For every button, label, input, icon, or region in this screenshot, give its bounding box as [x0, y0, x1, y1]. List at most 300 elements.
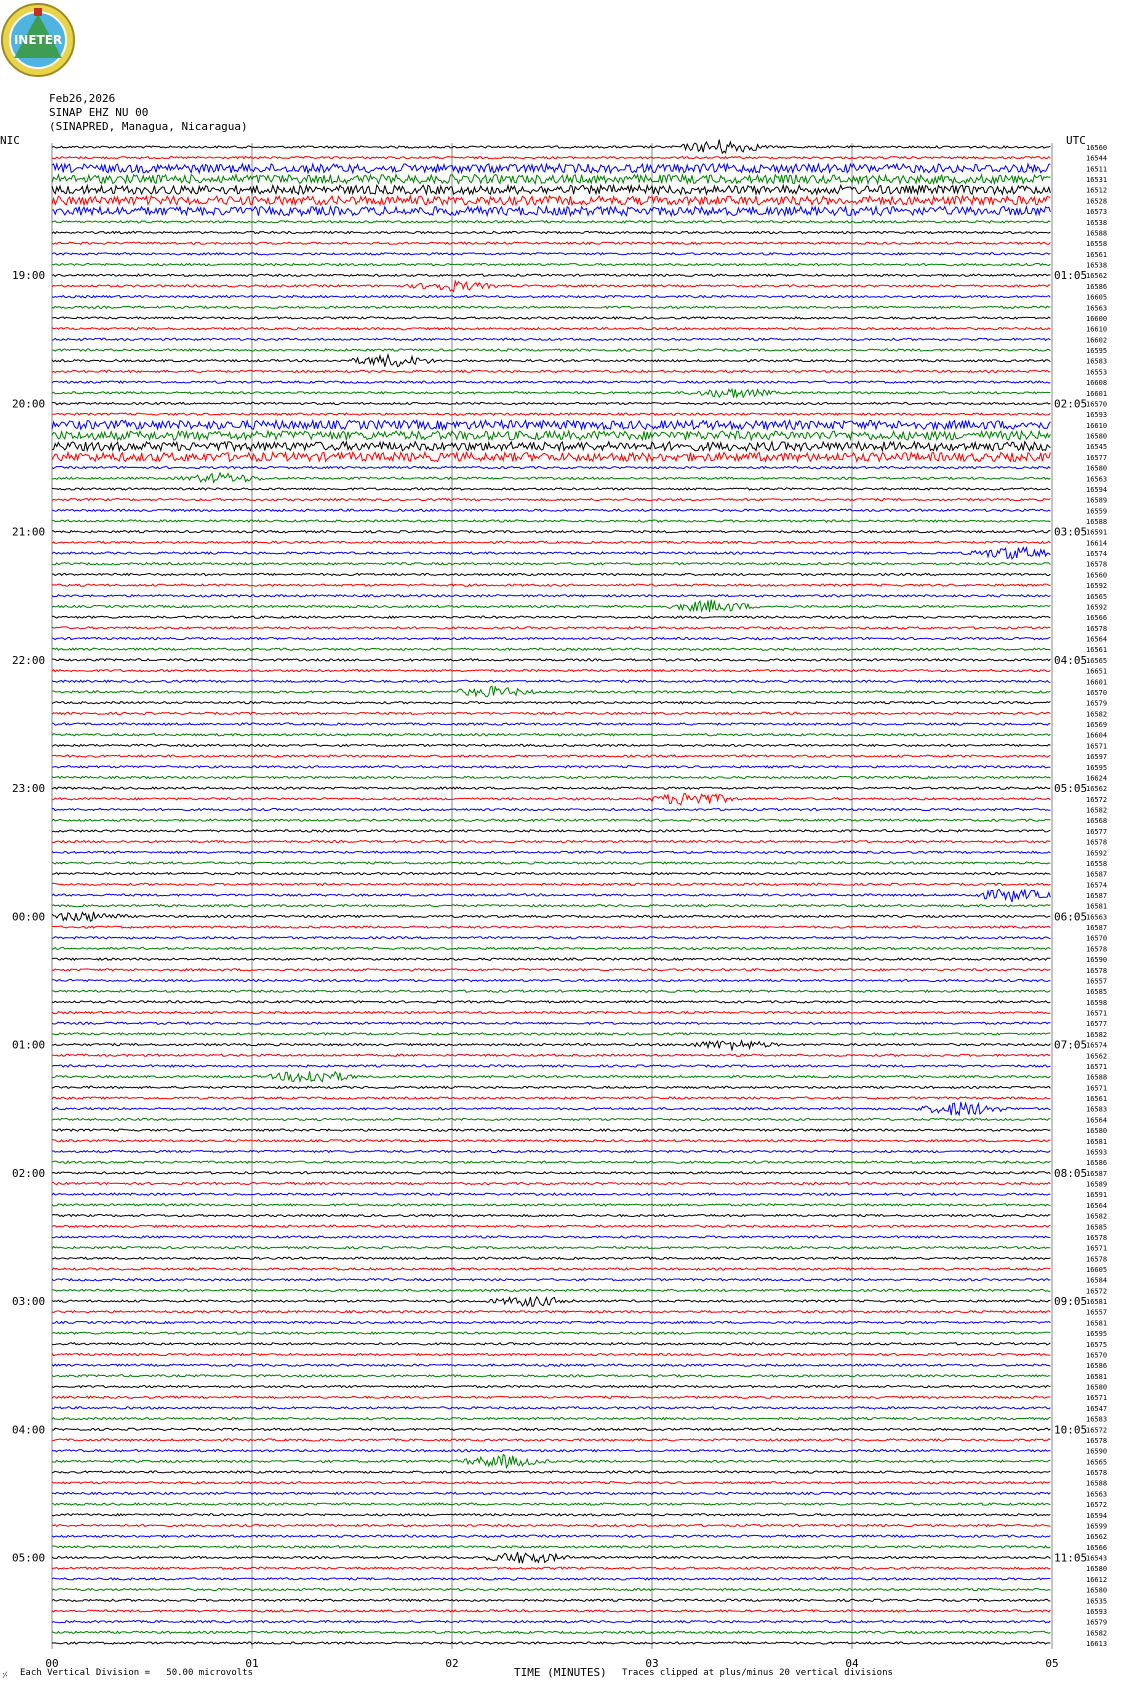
seismic-trace: [52, 242, 1050, 244]
left-hour-label: 00:00: [12, 910, 46, 924]
trace-count-label: 16511: [1086, 165, 1108, 174]
right-hour-label: 10:05: [1054, 1423, 1088, 1437]
trace-count-label: 16595: [1086, 347, 1108, 356]
trace-count-label: 16592: [1086, 849, 1108, 858]
seismic-trace: [52, 1343, 1050, 1345]
left-hour-label: 02:00: [12, 1166, 46, 1180]
seismic-trace: [52, 734, 1050, 736]
trace-count-label: 16578: [1086, 1255, 1108, 1264]
x-tick-label: 03: [645, 1657, 659, 1670]
seismic-trace: [52, 531, 1050, 533]
trace-count-label: 16558: [1086, 859, 1108, 868]
seismic-trace: [52, 990, 1050, 992]
seismic-trace: [52, 1182, 1050, 1184]
trace-count-label: 16562: [1086, 1052, 1108, 1061]
left-timezone-label: NIC: [0, 134, 20, 147]
seismic-trace: [52, 389, 1050, 397]
trace-count-label: 16600: [1086, 314, 1108, 323]
trace-count-label: 16563: [1086, 304, 1108, 313]
trace-count-label: 16586: [1086, 282, 1108, 291]
seismic-trace: [52, 1332, 1050, 1334]
seismic-trace: [52, 1041, 1050, 1051]
seismic-trace: [52, 541, 1050, 543]
seismic-trace: [52, 794, 1050, 805]
trace-count-label: 16593: [1086, 411, 1108, 420]
trace-count-label: 16568: [1086, 817, 1108, 826]
trace-count-label: 16594: [1086, 1511, 1108, 1520]
trace-count-label: 16569: [1086, 721, 1108, 730]
trace-count-label: 16566: [1086, 614, 1108, 623]
seismic-trace: [52, 370, 1050, 372]
seismic-trace: [52, 1535, 1050, 1537]
seismic-trace: [52, 442, 1050, 451]
seismic-trace: [52, 499, 1050, 501]
trace-count-label: 16544: [1086, 154, 1108, 163]
right-hour-label: 11:05: [1054, 1551, 1088, 1565]
seismic-trace: [52, 890, 1050, 903]
trace-count-label: 16577: [1086, 1020, 1108, 1029]
trace-count-label: 16582: [1086, 1030, 1108, 1039]
trace-count-label: 16582: [1086, 1629, 1108, 1638]
seismic-trace: [52, 317, 1050, 319]
trace-count-label: 16560: [1086, 571, 1108, 580]
trace-count-label: 16580: [1086, 1127, 1108, 1136]
seismic-trace: [52, 755, 1050, 757]
trace-count-label: 16581: [1086, 1298, 1108, 1307]
clip-note: Traces clipped at plus/minus 20 vertical divisions: [622, 1668, 893, 1678]
trace-count-label: 16578: [1086, 966, 1108, 975]
trace-count-label: 16601: [1086, 678, 1108, 687]
trace-count-label: 16579: [1086, 1618, 1108, 1627]
seismic-trace: [52, 1428, 1050, 1430]
header-source: (SINAPRED, Managua, Nicaragua): [49, 120, 248, 133]
trace-count-label: 16581: [1086, 1372, 1108, 1381]
seismic-trace: [52, 548, 1050, 559]
trace-count-label: 16580: [1086, 1565, 1108, 1574]
trace-count-label: 16570: [1086, 934, 1108, 943]
seismic-trace: [52, 851, 1050, 853]
right-hour-label: 09:05: [1054, 1295, 1088, 1309]
seismic-trace: [52, 595, 1050, 597]
trace-count-label: 16602: [1086, 336, 1108, 345]
seismic-trace: [52, 1215, 1050, 1217]
trace-count-label: 16563: [1086, 913, 1108, 922]
trace-count-label: 16583: [1086, 1415, 1108, 1424]
trace-count-label: 16570: [1086, 400, 1108, 409]
seismic-trace: [52, 175, 1050, 184]
trace-count-label: 16553: [1086, 368, 1108, 377]
trace-count-label: 16589: [1086, 496, 1108, 505]
seismic-trace: [52, 349, 1050, 351]
trace-count-label: 16570: [1086, 1351, 1108, 1360]
left-hour-label: 03:00: [12, 1295, 46, 1309]
trace-count-label: 16583: [1086, 357, 1108, 366]
seismic-trace: [52, 467, 1050, 469]
trace-count-label: 16571: [1086, 1009, 1108, 1018]
trace-count-label: 16588: [1086, 1479, 1108, 1488]
trace-count-label: 16580: [1086, 464, 1108, 473]
trace-count-label: 16605: [1086, 293, 1108, 302]
seismic-trace: [52, 1375, 1050, 1377]
trace-count-label: 16614: [1086, 539, 1108, 548]
trace-count-label: 16587: [1086, 892, 1108, 900]
seismic-trace: [52, 1193, 1050, 1195]
right-hour-label: 08:05: [1054, 1166, 1088, 1180]
trace-count-label: 16572: [1086, 1426, 1108, 1435]
left-hour-label: 19:00: [12, 269, 46, 283]
seismic-trace: [52, 185, 1050, 194]
seismic-trace: [52, 355, 1050, 367]
seismic-trace: [52, 563, 1050, 565]
seismic-trace: [52, 659, 1050, 661]
seismic-trace: [52, 1268, 1050, 1270]
trace-count-label: 16590: [1086, 1447, 1108, 1456]
left-hour-label: 22:00: [12, 653, 46, 667]
seismic-trace: [52, 1140, 1050, 1142]
trace-count-label: 16597: [1086, 753, 1108, 762]
seismic-trace: [52, 1407, 1050, 1409]
trace-count-label: 16578: [1086, 1469, 1108, 1478]
trace-count-label: 16608: [1086, 379, 1108, 388]
trace-count-label: 16564: [1086, 1201, 1108, 1210]
seismic-trace: [52, 157, 1050, 159]
seismic-trace: [52, 1225, 1050, 1227]
header-date: Feb26,2026: [49, 92, 116, 105]
trace-count-label: 16545: [1086, 443, 1108, 452]
trace-count-label: 16571: [1086, 1084, 1108, 1093]
seismic-trace: [52, 926, 1050, 928]
x-tick-label: 02: [445, 1657, 459, 1670]
trace-count-label: 16589: [1086, 1180, 1108, 1189]
trace-count-label: 16624: [1086, 774, 1108, 783]
seismic-trace: [52, 1204, 1050, 1206]
seismic-trace: [52, 937, 1050, 939]
seismic-trace: [52, 413, 1050, 415]
seismic-trace: [52, 969, 1050, 971]
seismic-trace: [52, 164, 1050, 173]
trace-count-label: 16547: [1086, 1404, 1108, 1413]
trace-count-label: 16563: [1086, 1490, 1108, 1499]
seismic-trace: [52, 488, 1050, 490]
trace-count-label: 16565: [1086, 592, 1108, 601]
seismic-trace: [52, 1033, 1050, 1035]
seismic-trace: [52, 702, 1050, 704]
trace-count-label: 16572: [1086, 1287, 1108, 1296]
seismic-trace: [52, 1257, 1050, 1259]
right-hour-label: 01:05: [1054, 269, 1088, 283]
seismic-trace: [52, 140, 1050, 154]
seismic-trace: [52, 979, 1050, 981]
left-hour-label: 04:00: [12, 1423, 46, 1437]
trace-count-label: 16581: [1086, 1137, 1108, 1146]
x-tick-label: 04: [845, 1657, 859, 1670]
trace-count-label: 16587: [1086, 1169, 1108, 1178]
trace-count-label: 16531: [1086, 176, 1108, 185]
trace-count-label: 16557: [1086, 977, 1108, 986]
left-hour-label: 20:00: [12, 397, 46, 411]
seismic-trace: [52, 1503, 1050, 1505]
trace-count-label: 16566: [1086, 1543, 1108, 1552]
trace-count-label: 16563: [1086, 475, 1108, 484]
x-tick-label: 05: [1045, 1657, 1059, 1670]
trace-count-label: 16610: [1086, 325, 1108, 334]
trace-count-label: 16560: [1086, 144, 1108, 152]
trace-count-label: 16562: [1086, 785, 1108, 794]
trace-count-label: 16592: [1086, 603, 1108, 612]
trace-count-label: 16593: [1086, 1607, 1108, 1616]
right-timezone-label: UTC: [1066, 134, 1086, 147]
trace-count-label: 16577: [1086, 453, 1108, 462]
seismic-trace: [52, 1086, 1050, 1088]
trace-count-label: 16578: [1086, 1233, 1108, 1242]
seismic-trace: [52, 883, 1050, 885]
trace-count-label: 16558: [1086, 240, 1108, 249]
trace-count-label: 16578: [1086, 560, 1108, 569]
trace-count-label: 16587: [1086, 924, 1108, 933]
seismic-trace: [52, 744, 1050, 746]
seismic-trace: [52, 808, 1050, 810]
trace-count-label: 16582: [1086, 710, 1108, 719]
seismic-trace: [52, 776, 1050, 778]
seismic-trace: [52, 686, 1050, 697]
trace-count-label: 16610: [1086, 421, 1108, 430]
seismic-trace: [52, 381, 1050, 383]
seismic-trace: [52, 207, 1050, 216]
header-station: SINAP EHZ NU 00: [49, 106, 149, 119]
seismic-trace: [52, 1552, 1050, 1563]
seismic-trace: [52, 573, 1050, 575]
seismic-trace: [52, 873, 1050, 875]
trace-count-label: 16584: [1086, 1276, 1108, 1285]
seismic-trace: [52, 1102, 1050, 1115]
trace-count-label: 16605: [1086, 1266, 1108, 1274]
seismic-trace: [52, 1471, 1050, 1473]
trace-count-label: 16572: [1086, 795, 1108, 804]
trace-count-label: 16571: [1086, 742, 1108, 751]
seismic-trace: [52, 1297, 1050, 1306]
trace-count-label: 16582: [1086, 806, 1108, 815]
seismic-trace: [52, 1396, 1050, 1398]
seismic-trace: [52, 1054, 1050, 1056]
trace-count-label: 16598: [1086, 998, 1108, 1007]
trace-count-label: 16594: [1086, 485, 1108, 494]
seismic-trace: [52, 520, 1050, 522]
trace-count-label: 16561: [1086, 646, 1108, 655]
trace-count-label: 16601: [1086, 389, 1108, 398]
trace-count-label: 16512: [1086, 186, 1108, 195]
seismic-trace: [52, 1450, 1050, 1452]
trace-count-label: 16538: [1086, 218, 1108, 227]
trace-count-label: 16564: [1086, 635, 1108, 644]
trace-count-label: 16580: [1086, 1586, 1108, 1595]
seismic-trace: [52, 905, 1050, 907]
trace-count-label: 16612: [1086, 1575, 1108, 1584]
seismic-trace: [52, 1546, 1050, 1548]
seismic-trace: [52, 670, 1050, 672]
trace-count-label: 16565: [1086, 656, 1108, 665]
trace-count-label: 16580: [1086, 1383, 1108, 1392]
scale-note: Each Vertical Division = 50.00 microvolts: [20, 1668, 253, 1678]
seismic-trace: [52, 600, 1050, 612]
seismic-trace: [52, 1172, 1050, 1174]
trace-count-label: 16538: [1086, 261, 1108, 270]
seismic-trace: [52, 1161, 1050, 1163]
trace-count-label: 16574: [1086, 1041, 1108, 1050]
seismic-trace: [52, 712, 1050, 714]
seismic-trace: [52, 1578, 1050, 1580]
seismic-trace: [52, 1022, 1050, 1024]
trace-count-label: 16564: [1086, 1116, 1108, 1125]
seismic-trace: [52, 1455, 1050, 1468]
trace-count-label: 16562: [1086, 272, 1108, 281]
trace-count-label: 16571: [1086, 1244, 1108, 1253]
trace-count-label: 16613: [1086, 1640, 1108, 1648]
seismic-trace: [52, 1279, 1050, 1281]
seismic-trace: [52, 1492, 1050, 1494]
seismic-trace: [52, 830, 1050, 832]
seismic-trace: [52, 766, 1050, 768]
trace-count-label: 16595: [1086, 763, 1108, 772]
trace-count-label: 16574: [1086, 550, 1108, 559]
trace-count-label: 16571: [1086, 1394, 1108, 1403]
seismic-trace: [52, 1247, 1050, 1249]
seismic-trace: [52, 1236, 1050, 1238]
seismic-trace: [52, 1482, 1050, 1484]
right-hour-label: 03:05: [1054, 525, 1088, 539]
seismic-trace: [52, 841, 1050, 843]
seismic-trace: [52, 1439, 1050, 1441]
seismic-trace: [52, 912, 1050, 921]
trace-count-label: 16580: [1086, 432, 1108, 441]
seismic-trace: [52, 584, 1050, 586]
seismic-trace: [52, 1289, 1050, 1291]
seismic-trace: [52, 680, 1050, 682]
x-tick-label: 00: [45, 1657, 59, 1670]
trace-count-label: 16585: [1086, 1223, 1108, 1232]
trace-count-label: 16588: [1086, 229, 1108, 238]
seismic-trace: [52, 1642, 1050, 1644]
right-hour-label: 05:05: [1054, 782, 1088, 796]
seismic-trace: [52, 1065, 1050, 1067]
trace-count-label: 16588: [1086, 518, 1108, 526]
seismic-trace: [52, 1385, 1050, 1387]
scale-corner-mark: ⸓: [2, 1671, 8, 1681]
trace-count-label: 16575: [1086, 1340, 1108, 1349]
trace-count-label: 16572: [1086, 1501, 1108, 1510]
trace-count-label: 16595: [1086, 1330, 1108, 1339]
seismic-trace: [52, 637, 1050, 639]
trace-count-label: 16562: [1086, 1533, 1108, 1542]
trace-count-label: 16604: [1086, 731, 1108, 740]
seismic-trace: [52, 1514, 1050, 1516]
seismic-trace: [52, 431, 1050, 440]
trace-count-label: 16593: [1086, 1148, 1108, 1157]
seismic-trace: [52, 328, 1050, 330]
right-hour-label: 02:05: [1054, 397, 1088, 411]
seismic-trace: [52, 648, 1050, 650]
trace-count-label: 16574: [1086, 881, 1108, 890]
trace-count-label: 16578: [1086, 945, 1108, 954]
trace-count-label: 16559: [1086, 507, 1108, 516]
seismic-trace: [52, 1150, 1050, 1152]
trace-count-label: 16581: [1086, 1319, 1108, 1328]
trace-count-label: 16581: [1086, 902, 1108, 911]
seismic-trace: [52, 1364, 1050, 1366]
seismic-trace: [52, 1418, 1050, 1420]
trace-count-label: 16582: [1086, 1212, 1108, 1221]
trace-count-label: 16588: [1086, 1073, 1108, 1082]
trace-count-label: 16528: [1086, 197, 1108, 206]
seismic-trace: [52, 231, 1050, 233]
seismic-trace: [52, 1353, 1050, 1355]
seismic-trace: [52, 862, 1050, 864]
seismic-trace: [52, 296, 1050, 298]
right-hour-label: 07:05: [1054, 1038, 1088, 1052]
seismic-trace: [52, 958, 1050, 960]
trace-count-label: 16565: [1086, 1458, 1108, 1467]
seismic-trace: [52, 1129, 1050, 1131]
trace-count-label: 16578: [1086, 838, 1108, 847]
seismic-trace: [52, 1001, 1050, 1003]
seismic-trace: [52, 723, 1050, 725]
seismic-trace: [52, 274, 1050, 276]
x-axis-label: TIME (MINUTES): [514, 1666, 607, 1679]
seismic-trace: [52, 338, 1050, 340]
trace-count-label: 16570: [1086, 688, 1108, 697]
trace-count-label: 16578: [1086, 1436, 1108, 1445]
seismic-trace: [52, 947, 1050, 949]
trace-count-label: 16592: [1086, 582, 1108, 591]
trace-count-label: 16586: [1086, 1159, 1108, 1168]
seismic-trace: [52, 627, 1050, 629]
seismic-trace: [52, 402, 1050, 404]
seismic-trace: [52, 1321, 1050, 1323]
trace-count-label: 16583: [1086, 1105, 1108, 1114]
seismic-trace: [52, 420, 1050, 429]
trace-count-label: 16590: [1086, 956, 1108, 965]
seismic-trace: [52, 221, 1050, 223]
trace-count-label: 16585: [1086, 988, 1108, 997]
right-hour-label: 04:05: [1054, 653, 1088, 667]
trace-count-label: 16557: [1086, 1308, 1108, 1317]
trace-count-label: 16651: [1086, 667, 1108, 676]
trace-count-label: 16591: [1086, 528, 1108, 537]
seismic-trace: [52, 1567, 1050, 1569]
x-tick-label: 01: [245, 1657, 259, 1670]
seismic-trace: [52, 1118, 1050, 1120]
trace-count-label: 16578: [1086, 624, 1108, 633]
seismic-trace: [52, 1589, 1050, 1591]
seismic-trace: [52, 819, 1050, 821]
seismic-trace: [52, 1311, 1050, 1313]
seismic-trace: [52, 1097, 1050, 1099]
seismic-trace: [52, 1621, 1050, 1623]
seismic-trace: [52, 196, 1050, 205]
seismic-trace: [52, 787, 1050, 789]
trace-count-label: 16561: [1086, 250, 1108, 259]
trace-count-label: 16599: [1086, 1522, 1108, 1531]
seismic-trace: [52, 306, 1050, 308]
seismic-trace: [52, 1524, 1050, 1526]
seismic-trace: [52, 616, 1050, 618]
trace-count-label: 16586: [1086, 1362, 1108, 1371]
seismic-trace: [52, 1631, 1050, 1633]
seismic-trace: [52, 253, 1050, 255]
trace-count-label: 16571: [1086, 1062, 1108, 1071]
seismic-trace: [52, 1610, 1050, 1612]
trace-count-label: 16561: [1086, 1095, 1108, 1104]
seismic-trace: [52, 509, 1050, 511]
